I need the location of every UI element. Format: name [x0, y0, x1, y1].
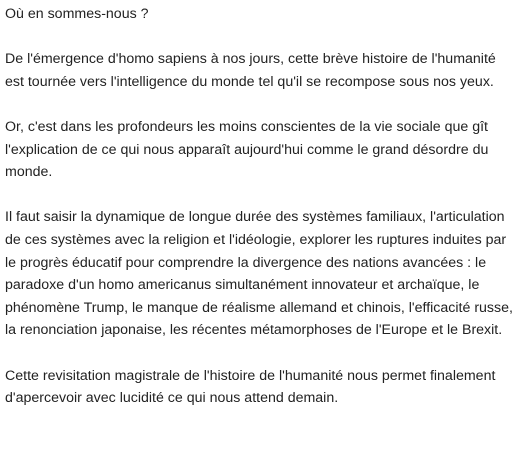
paragraph-family-systems: Il faut saisir la dynamique de longue durée des systèmes familiaux, l'articulation de ces systèmes avec la religion et l'idéologie, explorer les ruptures induites par le progrès éducatif pour comprendre la divergence des nations avancées : le paradoxe d'un homo americanus simultanément innovateur et archaïque, le phénomène Trump, le manque de réalisme allemand et chinois, l'efficacité russe, la renonciation japonaise, les récentes métamorphoses de l'Europe et le Brexit. — [5, 209, 513, 339]
paragraph-conclusion: Cette revisitation magistrale de l'histoire de l'humanité nous permet finalement d'apercevoir avec lucidité ce qui nous attend demain. — [5, 367, 496, 407]
document-body — [5, 3, 517, 410]
document-heading: Où en sommes-nous ? — [5, 6, 149, 22]
paragraph-social-depths: Or, c'est dans les profondeurs les moins conscientes de la vie sociale que gît l'explication de ce qui nous apparaît aujourd'hui comme le grand désordre du monde. — [5, 118, 489, 181]
paragraph-origins: De l'émergence d'homo sapiens à nos jours, cette brève histoire de l'humanité est tournée vers l'intelligence du monde tel qu'il se recompose sous nos yeux. — [5, 51, 496, 90]
